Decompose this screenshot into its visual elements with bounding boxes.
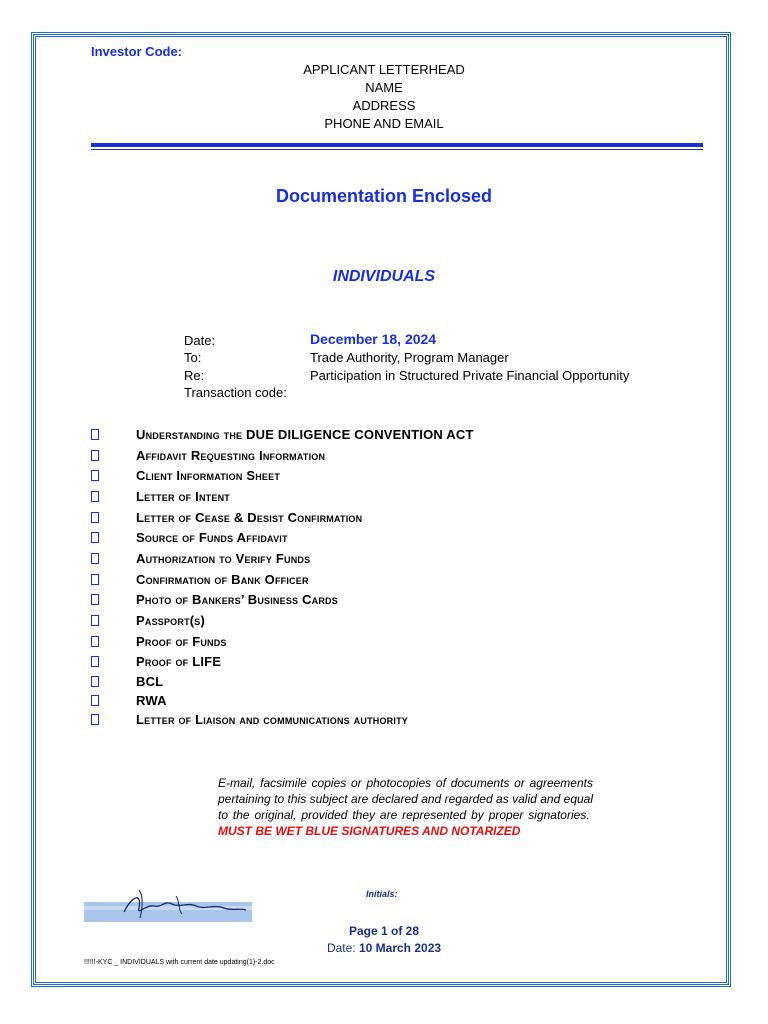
- checklist-item: [91, 527, 691, 548]
- checklist-item-label: Authorization to Verify Funds: [136, 550, 311, 566]
- footer-date-value: 10 March 2023: [358, 941, 442, 955]
- date-label: Date:: [184, 333, 216, 348]
- letterhead-line: PHONE AND EMAIL: [324, 116, 444, 131]
- checkbox-icon[interactable]: [91, 676, 99, 687]
- checkbox-icon[interactable]: [91, 594, 99, 605]
- checkbox-icon[interactable]: [91, 553, 99, 564]
- checkbox-icon[interactable]: [91, 656, 99, 667]
- signature-image: [84, 886, 252, 924]
- letterhead-line: NAME: [365, 80, 403, 95]
- checklist-item-label: Letter of Intent: [136, 488, 230, 504]
- re-label: Re:: [184, 368, 205, 383]
- checklist-item: [91, 652, 691, 673]
- checkbox-icon[interactable]: [91, 574, 99, 585]
- checkbox-icon[interactable]: [91, 429, 99, 440]
- checklist-item-label: Photo of Bankers’ Business Cards: [136, 592, 338, 608]
- checklist-item-label: Proof of LIFE: [136, 654, 222, 670]
- disclaimer-text: E-mail, facsimile copies or photocopies of documents or agreements pertaining to this subject are declared and regarded as valid and equal to the original, provided they are represented by proper signatories.: [218, 776, 593, 822]
- checklist-item: [91, 631, 691, 652]
- letterhead: [0, 61, 768, 133]
- transaction-code-label: Transaction code:: [184, 385, 287, 400]
- checklist-item-label: Letter of Cease & Desist Confirmation: [136, 509, 363, 525]
- checkbox-icon[interactable]: [91, 491, 99, 502]
- checklist-item-label: Passport(s): [136, 613, 206, 629]
- checklist-item-label: Proof of Funds: [136, 633, 227, 649]
- re-value: Participation in Structured Private Financial Opportunity: [310, 368, 630, 383]
- checklist-item-label: RWA: [136, 692, 167, 708]
- initials-label: Initials:: [366, 889, 398, 899]
- checkbox-icon[interactable]: [91, 615, 99, 626]
- checklist-item-label: Understanding the DUE DILIGENCE CONVENTION ACT: [136, 426, 474, 442]
- checkbox-icon[interactable]: [91, 532, 99, 543]
- checklist-item: [91, 486, 691, 507]
- to-label: To:: [184, 350, 202, 365]
- page-subtitle: INDIVIDUALS: [332, 268, 436, 285]
- checklist-item-label: BCL: [136, 674, 164, 689]
- header-rule: [91, 143, 703, 147]
- header-rule-thin: [91, 149, 703, 150]
- checklist-item: [91, 465, 691, 486]
- checkbox-icon[interactable]: [91, 470, 99, 481]
- checklist-item: [91, 590, 691, 611]
- checklist-item: [91, 445, 691, 466]
- footer-date-label: Date:: [326, 941, 356, 955]
- document-checklist: [91, 424, 691, 730]
- checklist-item: [91, 548, 691, 569]
- checklist-item: [91, 691, 691, 710]
- checklist-item-label: Letter of Liaison and communications authority: [136, 712, 408, 728]
- checklist-item: [91, 709, 691, 730]
- date-value: December 18, 2024: [310, 331, 437, 347]
- checklist-item-label: Source of Funds Affidavit: [136, 530, 288, 546]
- checklist-item-label: Confirmation of Bank Officer: [136, 571, 309, 587]
- page-number: Page 1 of 28: [348, 924, 420, 938]
- checklist-item: [91, 610, 691, 631]
- signature-warning: MUST BE WET BLUE SIGNATURES AND NOTARIZED: [218, 824, 521, 838]
- checklist-item: [91, 507, 691, 528]
- page-title: Documentation Enclosed: [275, 186, 493, 206]
- checklist-item: [91, 424, 691, 445]
- letterhead-line: APPLICANT LETTERHEAD: [303, 62, 465, 77]
- checkbox-icon[interactable]: [91, 695, 99, 706]
- file-name: !!!!!!-KYC _ INDIVIDUALS with current date updating(1)-2.doc: [84, 959, 275, 966]
- letterhead-line: ADDRESS: [352, 98, 416, 113]
- checkbox-icon[interactable]: [91, 512, 99, 523]
- checklist-item-label: Affidavit Requesting Information: [136, 447, 326, 463]
- checkbox-icon[interactable]: [91, 636, 99, 647]
- checklist-item: [91, 672, 691, 691]
- checkbox-icon[interactable]: [91, 714, 99, 725]
- footer-date: [0, 941, 768, 955]
- disclaimer: [218, 775, 593, 839]
- to-value: Trade Authority, Program Manager: [310, 350, 509, 365]
- checklist-item-label: Client Information Sheet: [136, 468, 281, 484]
- checkbox-icon[interactable]: [91, 450, 99, 461]
- checklist-item: [91, 569, 691, 590]
- investor-code-label: Investor Code:: [91, 44, 183, 59]
